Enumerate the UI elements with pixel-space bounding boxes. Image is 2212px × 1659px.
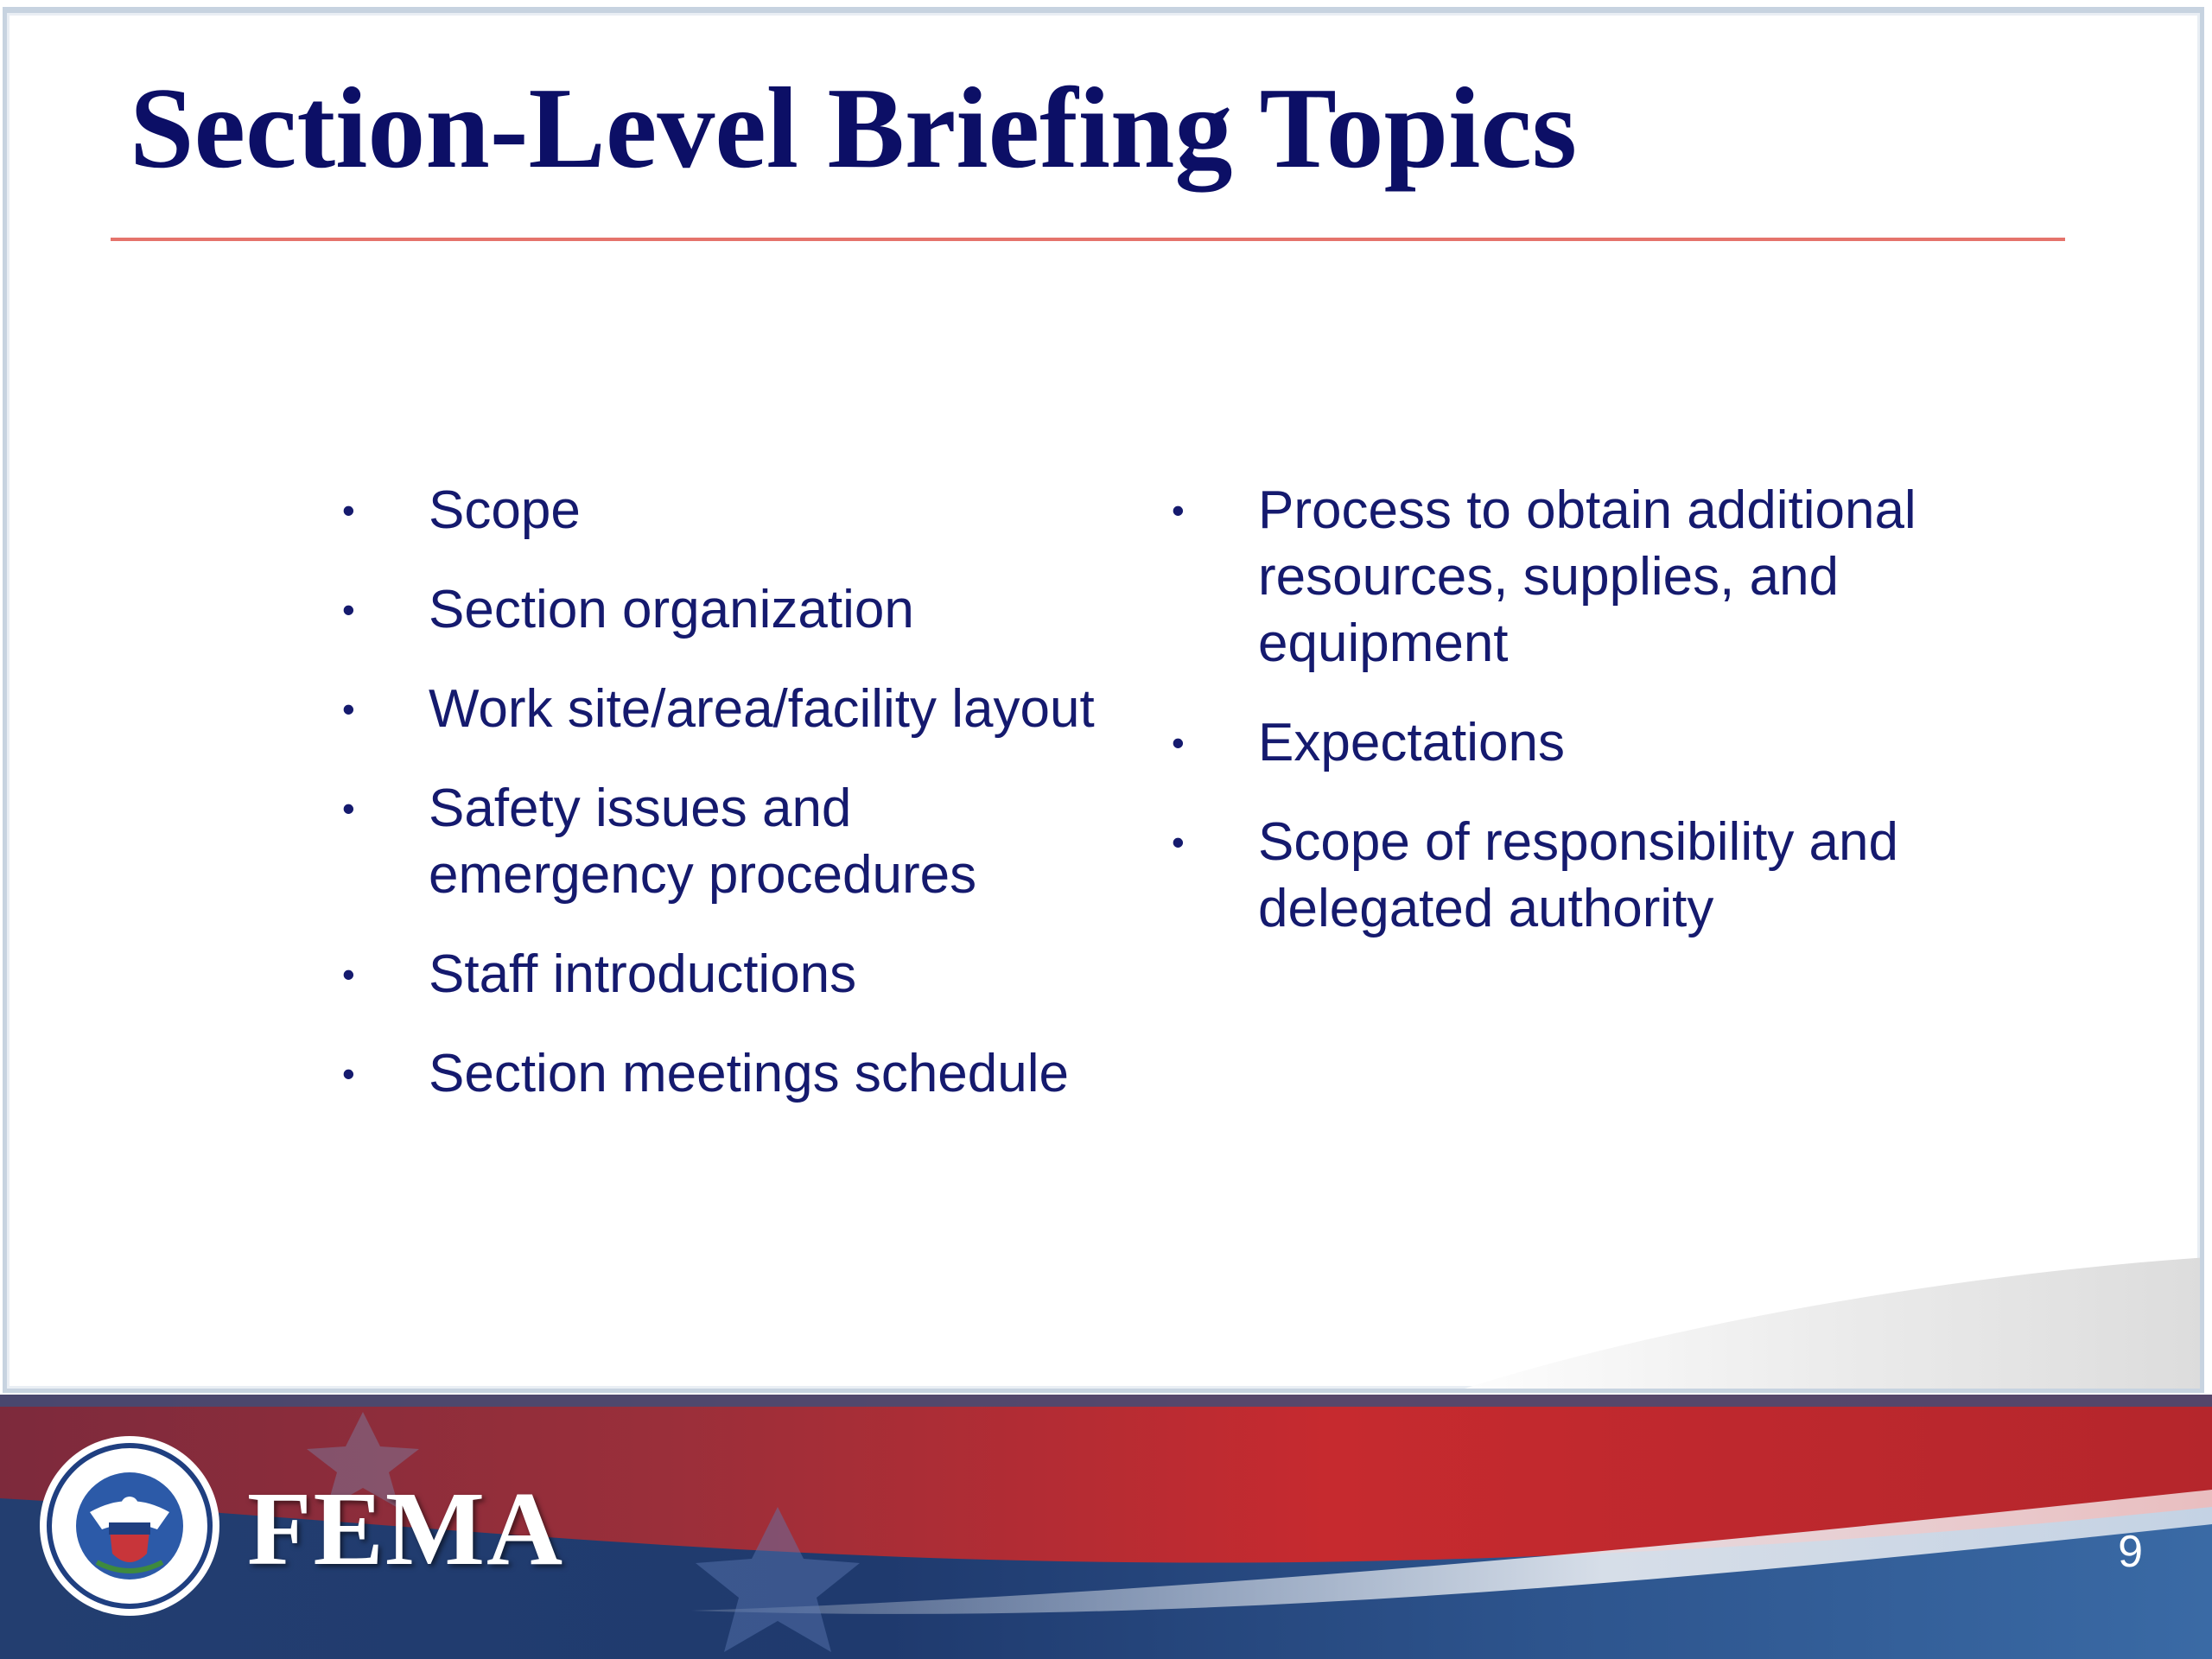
list-item-text: Section meetings schedule	[429, 1044, 1070, 1103]
list-item	[342, 477, 1120, 543]
list-item-text: Scope	[429, 480, 581, 540]
list-item	[342, 576, 1120, 643]
list-item-text: Expectations	[1258, 713, 1565, 772]
fema-logo-text: FEMA	[247, 1471, 565, 1587]
title-divider-line	[111, 238, 2065, 241]
list-item	[342, 1040, 1120, 1107]
list-item-text: Staff introductions	[429, 944, 857, 1004]
list-item-text: Process to obtain additional resources, supplies, and equipment	[1258, 480, 1916, 673]
list-item	[342, 775, 1120, 908]
list-item	[342, 676, 1120, 742]
bullet-icon: •	[342, 589, 355, 630]
list-item-text: Work site/area/facility layout	[429, 679, 1095, 739]
list-item	[1172, 709, 2001, 776]
bullet-icon: •	[342, 788, 355, 829]
slide-title: Section-Level Briefing Topics	[130, 64, 1577, 192]
left-bullet-list	[342, 477, 1120, 1140]
bullet-icon: •	[1172, 490, 1185, 531]
page-number: 9	[2118, 1527, 2143, 1577]
bullet-icon: •	[342, 1053, 355, 1094]
list-item	[1172, 809, 2001, 942]
bullet-icon: •	[342, 689, 355, 729]
bullet-icon: •	[1172, 822, 1185, 862]
dhs-seal-icon	[36, 1433, 223, 1619]
list-item	[342, 941, 1120, 1007]
bullet-icon: •	[1172, 722, 1185, 763]
list-item-text: Scope of responsibility and delegated authority	[1258, 812, 1899, 938]
bullet-icon: •	[342, 490, 355, 531]
list-item-text: Safety issues and emergency procedures	[429, 779, 977, 905]
list-item	[1172, 477, 2001, 677]
right-bullet-list	[1172, 477, 2001, 975]
list-item-text: Section organization	[429, 580, 914, 639]
bullet-icon: •	[342, 954, 355, 995]
